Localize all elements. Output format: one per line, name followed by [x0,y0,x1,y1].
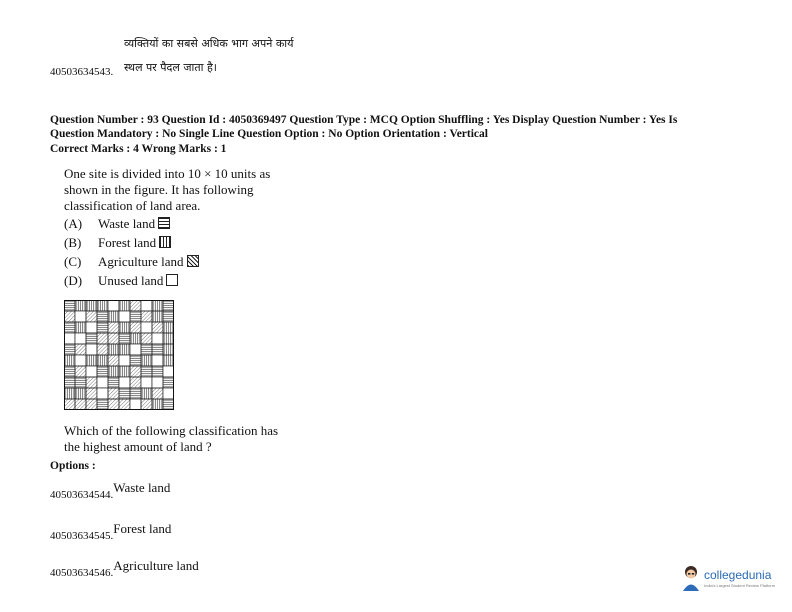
agriculture-land-cell [152,388,163,399]
forest-land-cell [141,388,152,399]
question-line: One site is divided into 10 × 10 units as [64,166,271,181]
unused-land-cell [141,300,152,311]
waste-land-cell [97,366,108,377]
option-text: Agriculture land [113,558,199,573]
forest-land-cell [130,333,141,344]
forest-land-cell [163,322,174,333]
prev-option-id: 40503634543. [50,66,114,78]
agriculture-land-cell [86,399,97,410]
legend-item-unused [64,273,199,292]
agriculture-land-cell [141,333,152,344]
waste-land-cell [163,311,174,322]
unused-land-cell [119,311,130,322]
forest-land-cell [97,300,108,311]
unused-land-cell [108,300,119,311]
waste-land-cell [130,355,141,366]
forest-land-cell [108,311,119,322]
unused-land-cell [152,355,163,366]
agriculture-land-cell [141,311,152,322]
legend [64,216,199,292]
waste-land-cell [130,311,141,322]
waste-land-cell [130,388,141,399]
forest-land-cell [108,366,119,377]
waste-land-cell [86,333,97,344]
unused-land-cell [141,377,152,388]
agriculture-land-cell [108,333,119,344]
agriculture-land-cell [152,322,163,333]
waste-land-cell [163,399,174,410]
agriculture-land-cell [108,388,119,399]
question-ask [64,423,278,455]
option-row[interactable] [50,520,172,542]
unused-land-cell [86,322,97,333]
waste-land-cell [108,377,119,388]
option-text: Forest land [113,521,172,536]
forest-land-cell [163,355,174,366]
legend-letter: (D) [64,273,83,288]
unused-land-cell [86,366,97,377]
agriculture-land-cell [119,399,130,410]
diagonal-lines-swatch-icon [187,255,199,267]
waste-land-cell [119,388,130,399]
student-avatar-icon [680,564,702,592]
question-ask-line: Which of the following classification has [64,423,279,438]
waste-land-cell [97,322,108,333]
options-label: Options : [50,460,96,472]
legend-letter: (A) [64,216,83,231]
forest-land-cell [75,322,86,333]
agriculture-land-cell [75,399,86,410]
unused-land-cell [64,333,75,344]
forest-land-cell [75,388,86,399]
waste-land-cell [97,399,108,410]
legend-letter: (C) [64,254,82,269]
vertical-lines-swatch-icon [159,236,171,248]
forest-land-cell [64,388,75,399]
unused-land-cell [152,377,163,388]
unused-land-cell [163,366,174,377]
unused-land-cell [119,377,130,388]
forest-land-cell [119,344,130,355]
brand-tagline: India's Largest Student Review Platform [704,583,776,588]
waste-land-cell [152,344,163,355]
unused-land-cell [75,355,86,366]
legend-letter: (B) [64,235,82,250]
waste-land-cell [75,377,86,388]
agriculture-land-cell [108,399,119,410]
waste-land-cell [64,366,75,377]
question-ask-line: the highest amount of land ? [64,439,212,454]
agriculture-land-cell [97,344,108,355]
forest-land-cell [152,311,163,322]
legend-item-forest [64,235,199,254]
forest-land-cell [152,399,163,410]
forest-land-cell [119,300,130,311]
legend-label: Unused land [98,273,164,288]
legend-label: Waste land [98,216,156,231]
agriculture-land-cell [97,333,108,344]
prev-option-hindi-line2: स्थल पर पैदल जाता है। [124,61,217,74]
forest-land-cell [141,355,152,366]
agriculture-land-cell [64,399,75,410]
option-id: 40503634544. [50,489,114,501]
waste-land-cell [119,333,130,344]
forest-land-cell [75,300,86,311]
legend-label: Forest land [98,235,157,250]
question-meta-line1: Question Number : 93 Question Id : 4050369497 Question Type : MCQ Option Shuffling : Yes Display Question Number : Yes Is [50,114,678,126]
agriculture-land-cell [86,388,97,399]
collegedunia-watermark [680,562,788,602]
forest-land-cell [86,300,97,311]
option-id: 40503634546. [50,567,114,579]
waste-land-cell [64,322,75,333]
agriculture-land-cell [108,322,119,333]
forest-land-cell [86,355,97,366]
unused-land-cell [75,311,86,322]
agriculture-land-cell [64,311,75,322]
forest-land-cell [119,366,130,377]
option-row[interactable] [50,557,199,579]
question-marks: Correct Marks : 4 Wrong Marks : 1 [50,143,227,155]
question-line: classification of land area. [64,198,201,213]
legend-label: Agriculture land [98,254,184,269]
agriculture-land-cell [141,399,152,410]
brand-name: collegedunia [704,568,772,582]
agriculture-land-cell [130,377,141,388]
agriculture-land-cell [86,377,97,388]
unused-land-cell [97,388,108,399]
waste-land-cell [64,300,75,311]
unused-land-cell [119,355,130,366]
forest-land-cell [97,355,108,366]
unused-land-cell [163,388,174,399]
agriculture-land-cell [75,344,86,355]
option-text: Waste land [113,480,171,495]
unused-land-cell [141,322,152,333]
agriculture-land-cell [130,322,141,333]
forest-land-cell [152,300,163,311]
option-id: 40503634545. [50,530,114,542]
waste-land-cell [163,300,174,311]
forest-land-cell [64,355,75,366]
waste-land-cell [152,366,163,377]
unused-land-cell [75,333,86,344]
prev-option-hindi-line1: व्यक्तियों का सबसे अधिक भाग अपने कार्य [124,37,294,50]
waste-land-cell [64,377,75,388]
agriculture-land-cell [75,366,86,377]
forest-land-cell [108,344,119,355]
option-row[interactable] [50,479,171,501]
question-meta-line2: Question Mandatory : No Single Line Question Option : No Option Orientation : Vertical [50,128,488,140]
unused-land-cell [97,377,108,388]
waste-land-cell [141,344,152,355]
unused-land-cell [152,333,163,344]
forest-land-cell [163,344,174,355]
forest-land-cell [119,322,130,333]
question-text [64,166,270,214]
agriculture-land-cell [130,366,141,377]
agriculture-land-cell [86,311,97,322]
unused-land-cell [130,399,141,410]
legend-item-waste [64,216,199,235]
waste-land-cell [64,344,75,355]
land-grid-figure [64,300,174,410]
agriculture-land-cell [130,300,141,311]
forest-land-cell [163,333,174,344]
unused-land-cell [130,344,141,355]
unused-land-cell [86,344,97,355]
waste-land-cell [141,366,152,377]
question-line: shown in the figure. It has following [64,182,254,197]
waste-land-cell [97,311,108,322]
agriculture-land-cell [108,355,119,366]
horizontal-lines-swatch-icon [158,217,170,229]
blank-swatch-icon [166,274,178,286]
waste-land-cell [163,377,174,388]
legend-item-agriculture [64,254,199,273]
